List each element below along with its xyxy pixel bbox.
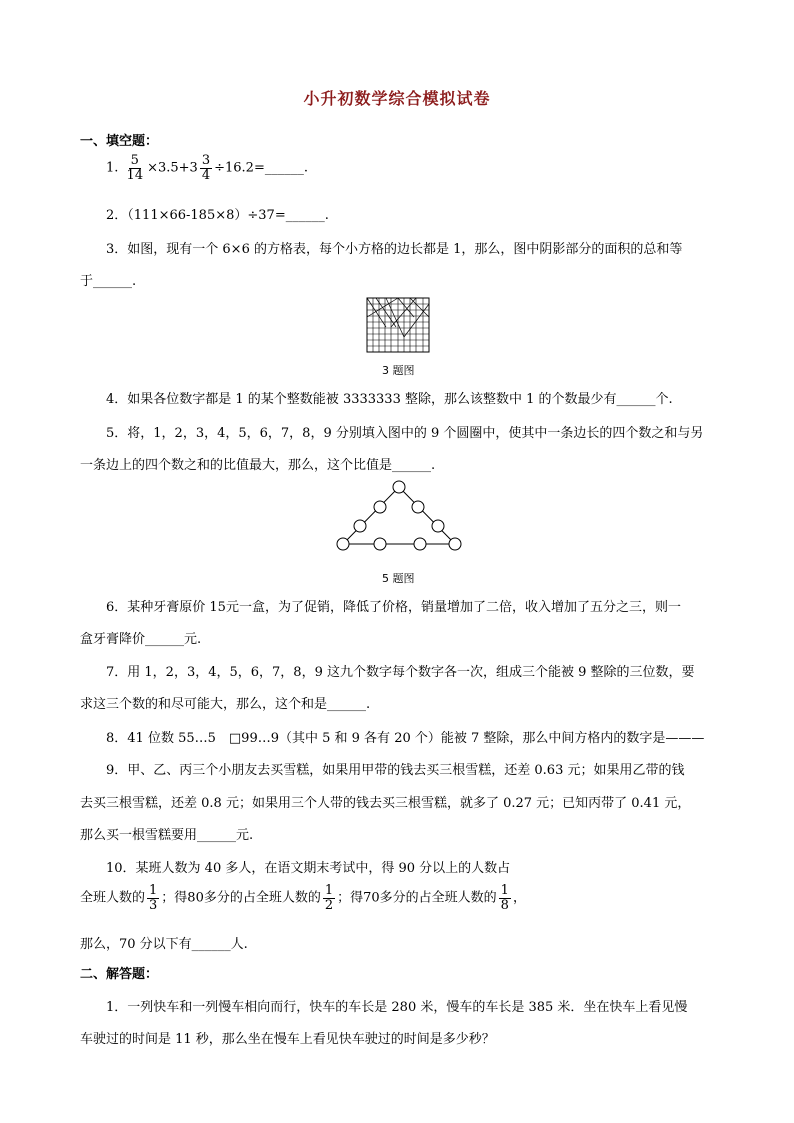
question-7-line-2: 求这三个数的和尽可能大，那么，这个和是______. xyxy=(80,697,371,712)
question-5-line-2: 一条边上的四个数之和的比值最大，那么，这个比值是______. xyxy=(80,458,436,473)
question-10-line-3: 那么，70 分以下有______人. xyxy=(80,937,248,952)
figure-5-triangle xyxy=(334,478,464,554)
figure-5-caption: 5 题图 xyxy=(382,572,415,585)
question-9-line-3: 那么买一根雪糕要用______元. xyxy=(80,828,254,843)
q10-text-a: 全班人数的 xyxy=(80,890,146,906)
question-3-line-1: 3．如图，现有一个 6×6 的方格表，每个小方格的边长都是 1，那么，图中阴影部分的面积的总和等 xyxy=(106,242,683,257)
page-title: 小升初数学综合模拟试卷 xyxy=(303,89,491,108)
question-3-line-2: 于______. xyxy=(80,274,137,289)
q1-fraction-2: $\frac{3}{4}$ xyxy=(201,153,211,183)
question-6-line-1: 6．某种牙膏原价 15元一盒，为了促销，降低了价格，销量增加了二倍，收入增加了五分之三，则一 xyxy=(106,600,681,615)
q10-text-e: ， xyxy=(512,890,526,906)
question-9-line-1: 9．甲、乙、丙三个小朋友去买雪糕，如果用甲带的钱去买三根雪糕，还差 0.63 元；如果用乙带的钱 xyxy=(106,763,685,778)
question-7-line-1: 7．用 1，2，3，4，5，6，7，8，9 这九个数字每个数字各一次，组成三个能被 9 整除的三位数，要 xyxy=(106,665,695,680)
figure-3-caption: 3 题图 xyxy=(382,364,415,377)
figure-3-grid xyxy=(366,297,430,353)
q1-fraction-1: $\frac{5}{14}$ xyxy=(126,153,144,183)
question-1 xyxy=(106,154,308,182)
q10-fraction-2: $\frac{1}{2}$ xyxy=(324,883,334,913)
question-5-line-1: 5．将，1，2，3，4，5，6，7，8，9 分别填入图中的 9 个圆圈中，使其中一条边长的四个数之和与另 xyxy=(106,426,704,441)
q10-text-c: ；得70多分的占全班人数的 xyxy=(337,890,497,906)
q10-text-b: ；得80多分的占全班人数的 xyxy=(161,890,321,906)
section-fill-heading: 一、填空题： xyxy=(80,134,159,149)
q10-fraction-1: $\frac{1}{3}$ xyxy=(149,883,158,913)
section-solve-heading: 二、解答题： xyxy=(80,967,159,982)
question-6-line-2: 盒牙膏降价______元. xyxy=(80,632,202,647)
question-4: 4．如果各位数字都是 1 的某个整数能被 3333333 整除，那么该整数中 1 的个数最少有______个. xyxy=(106,392,673,407)
q1-tail: ÷16.2=______. xyxy=(214,160,308,176)
question-8: 8．41 位数 55…5 □99…9（其中 5 和 9 各有 20 个）能被 7 整除，那么中间方格内的数字是——— xyxy=(106,731,705,746)
question-10-line-1: 10．某班人数为 40 多人，在语文期末考试中，得 90 分以上的人数占 xyxy=(106,861,511,876)
question-10-line-2 xyxy=(80,884,526,912)
solve-1-line-2: 车驶过的时间是 11 秒，那么坐在慢车上看见快车驶过的时间是多少秒？ xyxy=(80,1032,495,1047)
q1-mid: ×3.5+3 xyxy=(147,160,198,176)
solve-1-line-1: 1．一列快车和一列慢车相向而行，快车的车长是 280 米，慢车的车长是 385 米．坐在快车上看见慢 xyxy=(106,1000,688,1015)
q1-number: 1. xyxy=(106,160,119,176)
question-2: 2．（111×66-185×8）÷37=______. xyxy=(106,208,329,223)
q10-fraction-3: $\frac{1}{8}$ xyxy=(500,883,509,913)
question-9-line-2: 去买三根雪糕，还差 0.8 元；如果用三个人带的钱去买三根雪糕，就多了 0.27 元；已知丙带了 0.41 元， xyxy=(80,796,691,811)
